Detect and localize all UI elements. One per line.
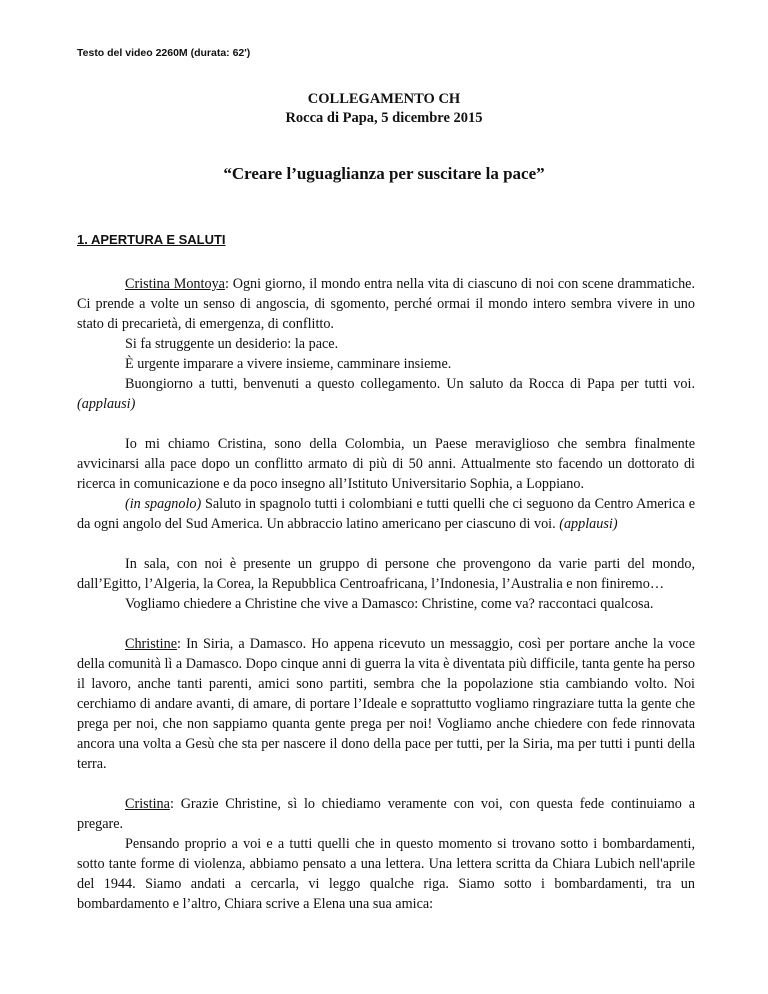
stage-direction: (applausi) [77,396,136,412]
stage-direction: (applausi) [559,516,618,532]
paragraph-text: : Grazie Christine, sì lo chiediamo veramente con voi, con questa fede continuiamo a pregare. [77,796,695,832]
page-title: “Creare l’uguaglianza per suscitare la pace” [223,164,545,183]
paragraph: Si fa struggente un desiderio: la pace. [125,336,339,352]
section-heading: 1. APERTURA E SALUTI [77,232,226,247]
video-note: Testo del video 2260M (durata: 62') [77,47,251,59]
event-title: COLLEGAMENTO CH [307,91,461,107]
paragraph-text: : Ogni giorno, il mondo entra nella vita di ciascuno di noi con scene drammatiche. Ci prende a volte un senso di angoscia, di sgomento, perché ormai il mondo intero sembra vivere in uno stato di precarietà, di emergenza, di conflitto. [77,276,696,332]
event-place-date: Rocca di Papa, 5 dicembre 2015 [285,110,483,126]
paragraph: È urgente imparare a vivere insieme, camminare insieme. [125,356,452,372]
paragraph: Vogliamo chiedere a Christine che vive a Damasco: Christine, come va? raccontaci qualcosa. [125,596,654,612]
transcript-body [77,274,695,914]
stage-direction: (in spagnolo) [125,496,202,512]
speaker-name: Cristina [125,796,170,812]
paragraph: Io mi chiamo Cristina, sono della Colombia, un Paese meraviglioso che sembra finalmente avvicinarsi alla pace dopo un conflitto armato di più di 50 anni. Attualmente sto facendo un dottorato di ricerca in comunicazione e da poco insegno all’Istituto Universitario Sophia, a Loppiano. [77,436,695,492]
paragraph [77,274,695,334]
speaker-name: Cristina Montoya [125,276,225,292]
paragraph: In sala, con noi è presente un gruppo di persone che provengono da varie parti del mondo, dall’Egitto, l’Algeria, la Corea, la Repubblica Centroafricana, l’Indonesia, l’Australia e non finiremo… [77,556,695,592]
paragraph [77,374,695,414]
paragraph: Pensando proprio a voi e a tutti quelli che in questo momento si trovano sotto i bombardamenti, sotto tante forme di violenza, abbiamo pensato a una lettera. Una lettera scritta da Chiara Lubich nell'aprile del 1944. Siamo andati a cercarla, vi leggo qualche riga. Siamo sotto i bombardamenti, tra un bombardamento e l’altro, Chiara scrive a Elena una sua amica: [77,836,695,912]
paragraph-text: : In Siria, a Damasco. Ho appena ricevuto un messaggio, così per portare anche la voce della comunità lì a Damasco. Dopo cinque anni di guerra la vita è diventata più difficile, tanta gente ha perso il lavoro, anche tanti parenti, amici sono partiti, sembra che la popolazione stia cambiando volto. Noi cerchiamo di andare avanti, di amare, di portare l’Ideale e soprattutto vogliamo ringraziare tutta la gente che prega per noi, che non sappiamo quanta gente prega per noi! Vogliamo anche chiedere con fede rinnovata ancora una volta a Gesù che sta per nascere il dono della pace per tutti, per la Siria, ma per tutti i punti della terra. [77,636,695,772]
paragraph [77,794,695,834]
paragraph [77,634,695,774]
speaker-name: Christine [125,636,178,652]
paragraph-text: Saluto in spagnolo tutti i colombiani e tutti quelli che ci seguono da Centro America e da ogni angolo del Sud America. Un abbraccio latino americano per ciascuno di voi. [77,496,695,532]
paragraph [77,494,695,534]
paragraph-text: Buongiorno a tutti, benvenuti a questo collegamento. Un saluto da Rocca di Papa per tutti voi. [125,376,695,392]
